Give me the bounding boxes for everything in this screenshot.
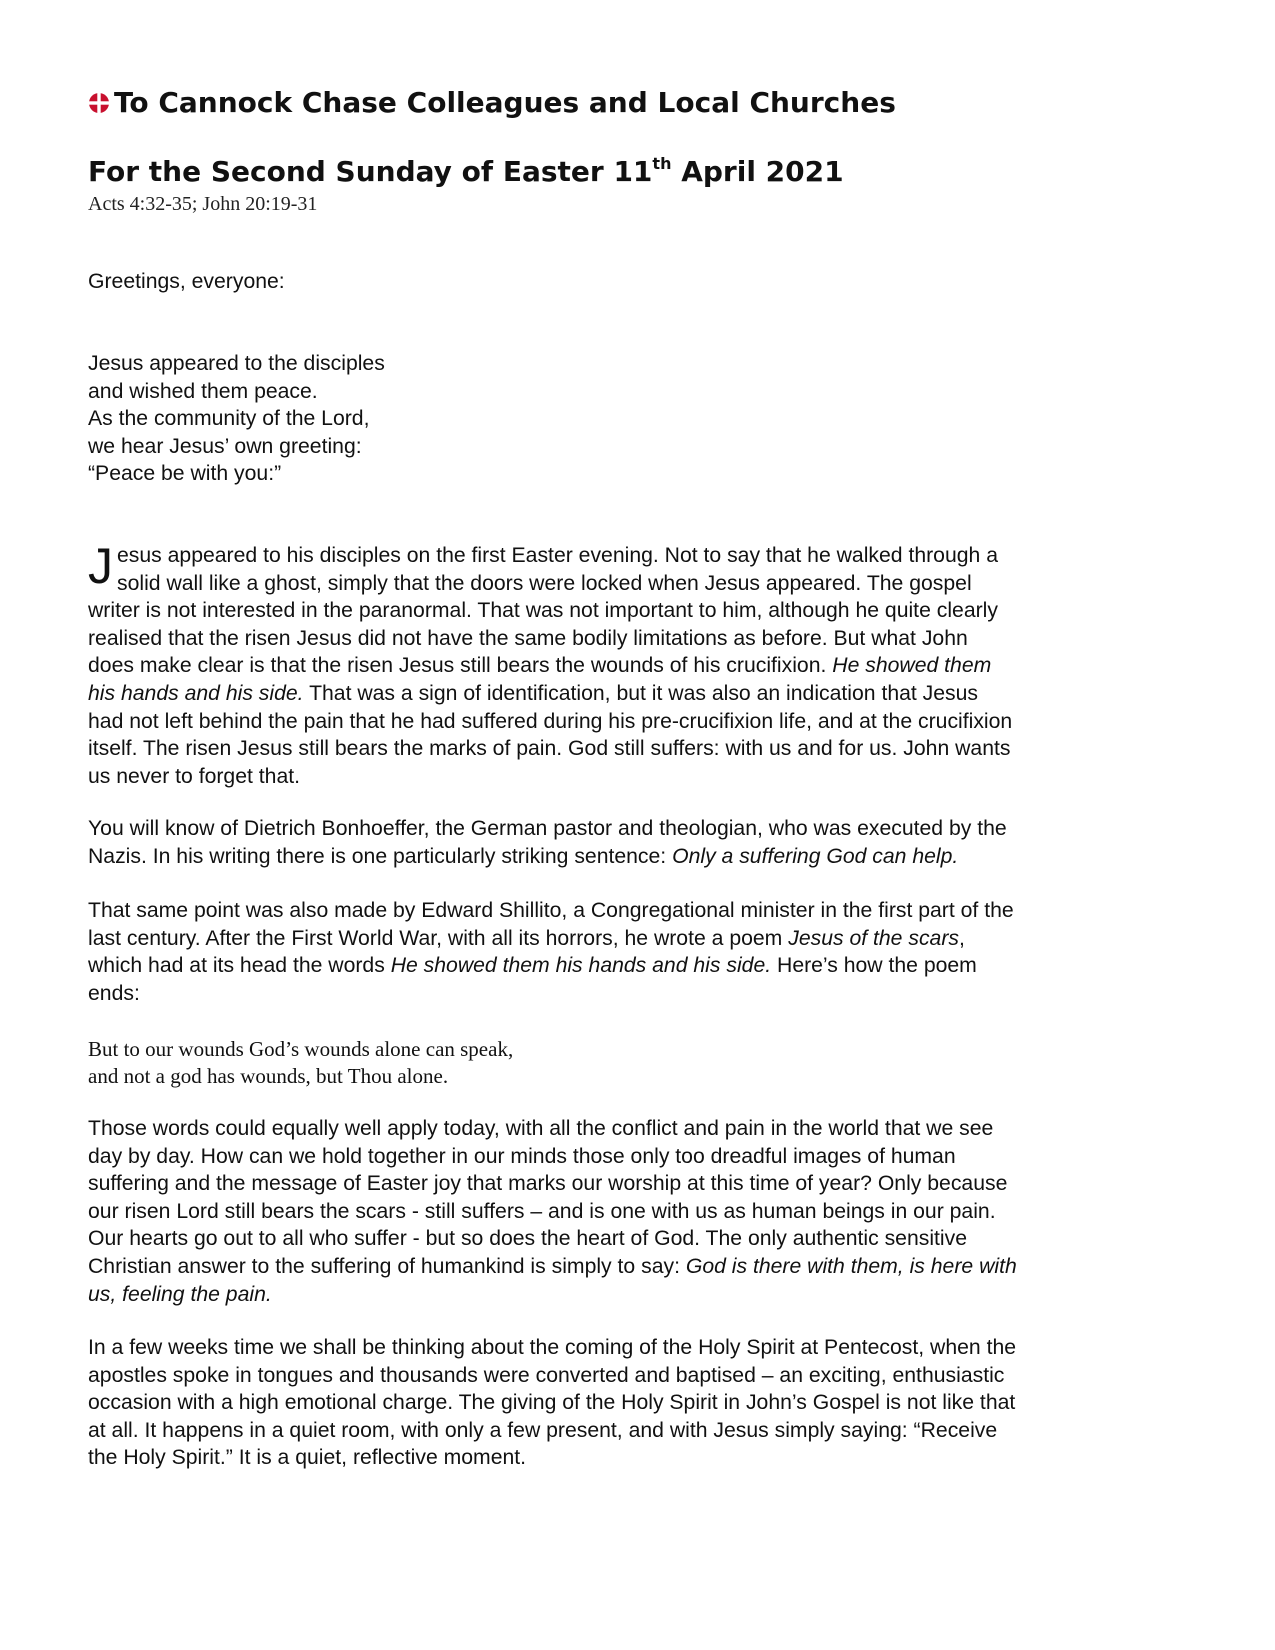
poem-quote <box>88 1036 1198 1090</box>
poem-line: But to our wounds God’s wounds alone can speak, <box>88 1037 514 1061</box>
verse-line: we hear Jesus’ own greeting: <box>88 434 362 458</box>
paragraph-1: J esus appeared to his disciples on the first Easter evening. Not to say that he walked through a solid wall like a ghost, simply that the doors were locked when Jesus appeared. The gospel writer is not interested in the paranormal. That was not important to him, although he quite clearly realised that the risen Jesus did not have the same bodily limitations as before. But what John does make clear is that the risen Jesus still bears the wounds of his crucifixion. He showed them his hands and his side. That was a sign of identification, but it was also an indication that Jesus had not left behind the pain that he had suffered during his pre-crucifixion life, and at the crucifixion itself. The risen Jesus still bears the marks of pain. God still suffers: with us and for us. John wants us never to forget that. <box>88 538 1013 788</box>
letter-heading <box>88 86 896 121</box>
poem-line: and not a god has wounds, but Thou alone. <box>88 1064 449 1088</box>
drop-cap: J <box>88 538 113 594</box>
paragraph-3: That same point was also made by Edward Shillito, a Congregational minister in the first part of the last century. After the First World War, with all its horrors, he wrote a poem Jesus of the scars, which had at its head the words He showed them his hands and his side. Here’s how the poem ends: <box>88 899 1014 1005</box>
opening-verse <box>88 350 1198 488</box>
methodist-cross-icon <box>88 88 110 121</box>
sunday-title: For the Second Sunday of Easter 11th April 2021 <box>88 154 844 188</box>
bible-readings: Acts 4:32-35; John 20:19-31 <box>88 193 318 215</box>
paragraph-4: Those words could equally well apply today, with all the conflict and pain in the world that we see day by day. How can we hold together in our minds those only too dreadful images of human suffering and the message of Easter joy that marks our worship at this time of year? Only because our risen Lord still bears the scars - still suffers – and is one with us as human beings in our pain. Our hearts go out to all who suffer - but so does the heart of God. The only authentic sensitive Christian answer to the suffering of humankind is simply to say: God is there with them, is here with us, feeling the pain. <box>88 1117 1017 1306</box>
verse-line: and wished them peace. <box>88 379 318 403</box>
verse-line: “Peace be with you:” <box>88 462 282 486</box>
paragraph-2: You will know of Dietrich Bonhoeffer, the German pastor and theologian, who was executed by the Nazis. In his writing there is one particularly striking sentence: Only a suffering God can help. <box>88 817 1007 868</box>
greeting: Greetings, everyone: <box>88 270 285 293</box>
heading-text: To Cannock Chase Colleagues and Local Churches <box>114 86 896 119</box>
verse-line: As the community of the Lord, <box>88 407 370 431</box>
paragraph-5: In a few weeks time we shall be thinking about the coming of the Holy Spirit at Pentecost, when the apostles spoke in tongues and thousands were converted and baptised – an exciting, enthusiastic occasion with a high emotional charge. The giving of the Holy Spirit in John’s Gospel is not like that at all. It happens in a quiet room, with only a few present, and with Jesus simply saying: “Receive the Holy Spirit.” It is a quiet, reflective moment. <box>88 1336 1017 1470</box>
verse-line: Jesus appeared to the disciples <box>88 352 385 375</box>
